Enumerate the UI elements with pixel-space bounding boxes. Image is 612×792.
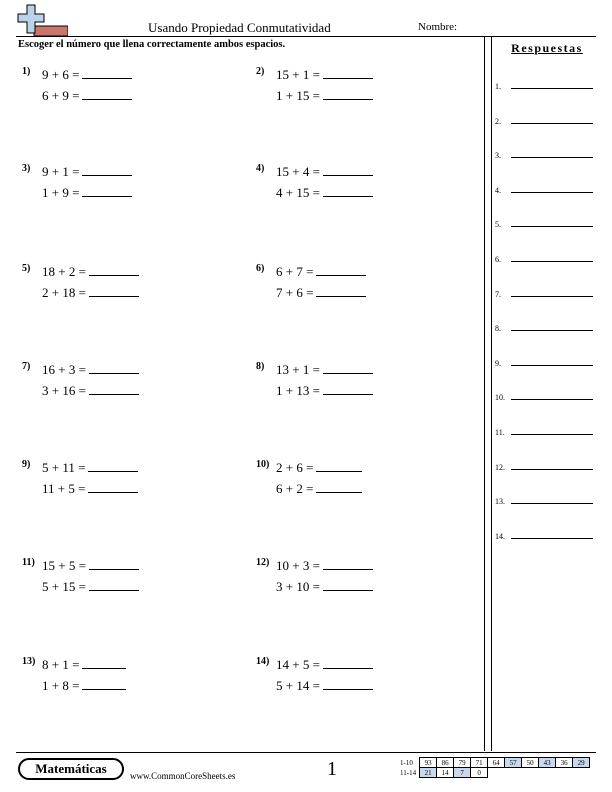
answer-blank[interactable] <box>82 656 126 669</box>
equation-text: 15 + 4 = <box>276 164 320 179</box>
answer-number: 6. <box>495 255 501 264</box>
problem-item <box>22 459 242 503</box>
answer-number: 10. <box>495 393 505 403</box>
answer-row <box>495 357 595 371</box>
answer-row <box>495 461 595 475</box>
problem-item <box>256 163 476 207</box>
equation-text: 1 + 13 = <box>276 383 320 398</box>
score-key-cell: 64 <box>488 758 505 768</box>
answer-blank[interactable] <box>323 361 373 374</box>
equation-line <box>276 66 373 83</box>
answer-blank[interactable] <box>82 87 132 100</box>
answer-line[interactable] <box>511 226 593 227</box>
answer-blank[interactable] <box>323 184 373 197</box>
page-number: 1 <box>327 758 337 780</box>
name-label: Nombre: <box>418 21 458 33</box>
equation-text: 18 + 2 = <box>42 264 86 279</box>
score-key-cell: 0 <box>471 768 488 778</box>
problem-number: 8) <box>256 361 265 372</box>
problem-item <box>256 263 476 307</box>
score-key-cell: 29 <box>573 758 590 768</box>
score-key-range: 1-10 <box>400 758 413 767</box>
equation-line <box>276 656 373 673</box>
score-key-cell: 21 <box>420 768 437 778</box>
problem-item <box>256 557 476 601</box>
score-key-cell: 57 <box>505 758 522 768</box>
answer-line[interactable] <box>511 434 593 435</box>
answer-number: 12. <box>495 462 505 472</box>
problem-number: 14) <box>256 656 270 667</box>
score-key-cell: 7 <box>454 768 471 778</box>
answer-number: 5. <box>495 220 501 230</box>
problem-number: 5) <box>22 263 31 274</box>
equation-text: 15 + 1 = <box>276 67 320 82</box>
answer-blank[interactable] <box>323 656 373 669</box>
answers-title: Respuestas <box>511 41 583 55</box>
answer-line[interactable] <box>511 261 593 262</box>
score-key-row <box>398 758 590 768</box>
score-key-cell: 71 <box>471 758 488 768</box>
answer-line[interactable] <box>511 538 593 539</box>
problem-item <box>22 656 242 700</box>
answer-line[interactable] <box>511 296 593 297</box>
problem-item <box>256 66 476 110</box>
equation-line <box>276 382 373 399</box>
problem-item <box>256 361 476 405</box>
problem-number: 9) <box>22 459 31 470</box>
answer-row <box>495 391 595 405</box>
equation-line <box>42 382 139 399</box>
equation-line <box>42 87 132 104</box>
answer-line[interactable] <box>511 503 593 504</box>
score-key-cell: 14 <box>437 768 454 778</box>
answer-row <box>495 149 595 163</box>
answer-row <box>495 115 595 129</box>
answer-number: 4. <box>495 185 501 195</box>
answer-blank[interactable] <box>323 163 373 176</box>
equation-line <box>42 557 139 574</box>
answer-number: 8. <box>495 324 501 334</box>
answer-blank[interactable] <box>323 66 373 79</box>
answer-blank[interactable] <box>316 480 362 493</box>
equation-line <box>42 284 139 301</box>
column-divider <box>484 37 492 751</box>
equation-line <box>42 656 126 673</box>
score-key-cell: 36 <box>556 758 573 768</box>
equation-text: 1 + 8 = <box>42 678 80 693</box>
equation-line <box>276 480 362 497</box>
answer-row <box>495 322 595 336</box>
equation-line <box>276 284 366 301</box>
equation-line <box>42 677 126 694</box>
answer-row <box>495 530 595 544</box>
score-key-cell: 79 <box>454 758 471 768</box>
equation-text: 7 + 6 = <box>276 285 314 300</box>
problem-item <box>256 656 476 700</box>
answer-row <box>495 288 595 302</box>
equation-text: 1 + 15 = <box>276 88 320 103</box>
footer-rule <box>16 752 596 753</box>
page-title: Usando Propiedad Conmutatividad <box>148 20 331 35</box>
answer-number: 13. <box>495 497 505 507</box>
answer-line[interactable] <box>511 88 593 89</box>
answer-line[interactable] <box>511 157 593 158</box>
problem-number: 12) <box>256 557 270 568</box>
equation-text: 3 + 16 = <box>42 383 86 398</box>
answer-blank[interactable] <box>89 361 139 374</box>
equation-text: 1 + 9 = <box>42 185 80 200</box>
answer-blank[interactable] <box>82 184 132 197</box>
problem-item <box>256 459 476 503</box>
equation-line <box>276 677 373 694</box>
equation-line <box>276 87 373 104</box>
answer-line[interactable] <box>511 399 593 400</box>
answer-blank[interactable] <box>89 263 139 276</box>
equation-text: 3 + 10 = <box>276 579 320 594</box>
problem-number: 6) <box>256 263 265 274</box>
answer-row <box>495 218 595 232</box>
equation-text: 9 + 1 = <box>42 164 80 179</box>
score-key-cell: 86 <box>437 758 454 768</box>
answer-blank[interactable] <box>323 87 373 100</box>
answer-line[interactable] <box>511 365 593 366</box>
score-key-cell: 93 <box>420 758 437 768</box>
equation-text: 4 + 15 = <box>276 185 320 200</box>
problem-number: 2) <box>256 66 265 77</box>
answer-blank[interactable] <box>323 578 373 591</box>
equation-text: 14 + 5 = <box>276 657 320 672</box>
score-key-table <box>398 757 590 778</box>
equation-line <box>42 263 139 280</box>
problem-item <box>22 263 242 307</box>
answer-blank[interactable] <box>89 557 139 570</box>
equation-text: 5 + 15 = <box>42 579 86 594</box>
problem-number: 3) <box>22 163 31 174</box>
problem-item <box>22 163 242 207</box>
score-key-cell: 50 <box>522 758 539 768</box>
answer-blank[interactable] <box>323 557 373 570</box>
equation-text: 13 + 1 = <box>276 362 320 377</box>
equation-line <box>276 184 373 201</box>
equation-line <box>276 459 362 476</box>
equation-line <box>276 557 373 574</box>
answer-blank[interactable] <box>82 677 126 690</box>
equation-line <box>276 163 373 180</box>
equation-line <box>276 361 373 378</box>
equation-text: 5 + 14 = <box>276 678 320 693</box>
equation-line <box>42 578 139 595</box>
answer-blank[interactable] <box>316 459 362 472</box>
answer-line[interactable] <box>511 192 593 193</box>
answer-line[interactable] <box>511 330 593 331</box>
problem-number: 1) <box>22 66 31 77</box>
score-key-range: 11-14 <box>400 768 417 777</box>
equation-line <box>42 66 132 83</box>
equation-text: 6 + 2 = <box>276 481 314 496</box>
equation-text: 6 + 7 = <box>276 264 314 279</box>
equation-line <box>42 361 139 378</box>
answer-blank[interactable] <box>316 284 366 297</box>
equation-text: 15 + 5 = <box>42 558 86 573</box>
problem-number: 11) <box>22 557 35 568</box>
answer-row <box>495 184 595 198</box>
equation-line <box>42 459 138 476</box>
equation-text: 10 + 3 = <box>276 558 320 573</box>
problem-item <box>22 557 242 601</box>
brand-badge: Matemáticas <box>18 758 124 780</box>
equation-line <box>276 263 366 280</box>
answer-row <box>495 426 595 440</box>
equation-text: 8 + 1 = <box>42 657 80 672</box>
answer-blank[interactable] <box>82 66 132 79</box>
answer-blank[interactable] <box>82 163 132 176</box>
problem-number: 10) <box>256 459 270 470</box>
answer-blank[interactable] <box>88 459 138 472</box>
answer-blank[interactable] <box>89 578 139 591</box>
answer-number: 11. <box>495 428 505 437</box>
answer-line[interactable] <box>511 469 593 470</box>
answer-blank[interactable] <box>89 382 139 395</box>
equation-text: 2 + 6 = <box>276 460 314 475</box>
plus-logo-icon <box>16 4 68 36</box>
answer-number: 9. <box>495 358 501 368</box>
equation-text: 2 + 18 = <box>42 285 86 300</box>
answer-line[interactable] <box>511 123 593 124</box>
equation-line <box>42 480 138 497</box>
equation-line <box>42 184 132 201</box>
problem-number: 13) <box>22 656 36 667</box>
answer-number: 2. <box>495 116 501 126</box>
answer-number: 3. <box>495 151 501 161</box>
instructions: Escoger el número que llena correctamente ambos espacios. <box>18 39 286 50</box>
equation-text: 9 + 6 = <box>42 67 80 82</box>
header-rule <box>16 36 596 37</box>
answer-blank[interactable] <box>89 284 139 297</box>
equation-line <box>42 163 132 180</box>
answer-number: 7. <box>495 289 501 299</box>
answer-row <box>495 495 595 509</box>
equation-text: 11 + 5 = <box>42 481 86 496</box>
equation-text: 6 + 9 = <box>42 88 80 103</box>
answer-row <box>495 80 595 94</box>
score-key-row <box>398 768 590 778</box>
problem-item <box>22 361 242 405</box>
answer-number: 1. <box>495 82 501 91</box>
site-url: www.CommonCoreSheets.es <box>130 771 236 781</box>
problem-item <box>22 66 242 110</box>
equation-text: 16 + 3 = <box>42 362 86 377</box>
answer-number: 14. <box>495 531 505 541</box>
equation-line <box>276 578 373 595</box>
answer-blank[interactable] <box>323 677 373 690</box>
score-key-cell: 43 <box>539 758 556 768</box>
answer-blank[interactable] <box>323 382 373 395</box>
answer-blank[interactable] <box>316 263 366 276</box>
equation-text: 5 + 11 = <box>42 460 86 475</box>
problem-number: 7) <box>22 361 31 372</box>
answer-row <box>495 253 595 267</box>
answer-blank[interactable] <box>88 480 138 493</box>
problem-number: 4) <box>256 163 265 174</box>
